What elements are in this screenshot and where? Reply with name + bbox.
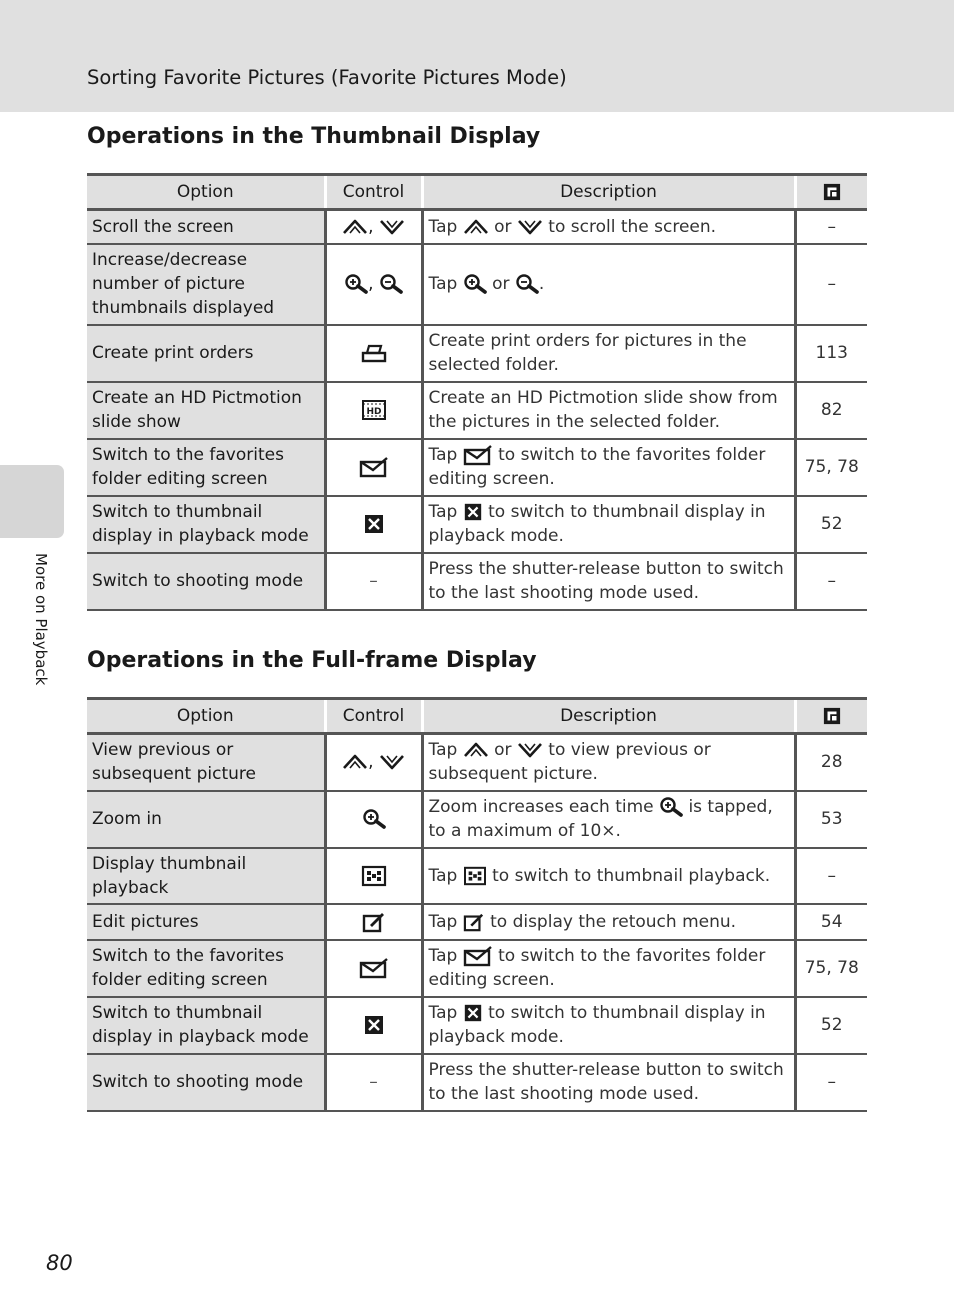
- description-text: to switch to thumbnail display in playback mode.: [428, 502, 766, 546]
- description-text: Tap: [428, 740, 458, 761]
- description-cell: [422, 496, 795, 553]
- description-text: Tap: [428, 502, 458, 522]
- description-text: or: [494, 740, 512, 761]
- scroll-down-icon: [517, 741, 543, 759]
- playback-switch-icon: [363, 513, 385, 535]
- control-cell: [325, 244, 422, 325]
- reference-cell: 75, 78: [795, 940, 867, 997]
- playback-switch-icon: [363, 1014, 385, 1036]
- description-text: to switch to the favorites folder editing screen.: [428, 445, 766, 489]
- table-row: [87, 553, 867, 610]
- option-cell: View previous or subsequent picture: [87, 734, 325, 791]
- scroll-down-icon: [379, 218, 405, 236]
- description-text: to switch to thumbnail display in playback mode.: [428, 1003, 766, 1047]
- control-cell: [325, 904, 422, 940]
- control-separator: ,: [368, 216, 374, 237]
- page-number: 80: [46, 1251, 73, 1275]
- scroll-down-icon: [517, 218, 543, 236]
- reference-cell: 53: [795, 791, 867, 848]
- reference-cell: –: [795, 210, 867, 244]
- edit-icon: [362, 911, 386, 933]
- option-cell: Switch to thumbnail display in playback mode: [87, 496, 325, 553]
- control-cell: –: [325, 1054, 422, 1111]
- side-section-label: More on Playback: [32, 553, 50, 686]
- scroll-up-icon: [342, 753, 368, 771]
- description-text: to switch to thumbnail playback.: [492, 865, 771, 886]
- column-header-control: Control: [325, 175, 422, 210]
- description-cell: [422, 940, 795, 997]
- playback-switch-icon: [463, 1003, 483, 1023]
- control-cell: [325, 848, 422, 904]
- favorites-folder-icon: [463, 945, 493, 967]
- control-cell: [325, 496, 422, 553]
- running-header: Sorting Favorite Pictures (Favorite Pictures Mode): [87, 66, 567, 89]
- option-cell: Create print orders: [87, 325, 325, 382]
- description-text: Tap: [428, 274, 458, 294]
- description-text: Zoom increases each time: [428, 797, 654, 817]
- column-header-control: Control: [325, 699, 422, 734]
- control-cell: [325, 210, 422, 244]
- control-cell: [325, 382, 422, 439]
- table-row: [87, 244, 867, 325]
- reference-page-icon: [823, 707, 841, 725]
- description-cell: [422, 791, 795, 848]
- description-text: or: [492, 274, 510, 294]
- control-cell: [325, 940, 422, 997]
- reference-cell: 52: [795, 997, 867, 1054]
- description-text: to scroll the screen.: [548, 216, 717, 237]
- description-cell: Press the shutter-release button to switch to the last shooting mode used.: [422, 1054, 795, 1111]
- header-band: [0, 0, 954, 112]
- description-cell: Create an HD Pictmotion slide show from the pictures in the selected folder.: [422, 382, 795, 439]
- table-header-row: [87, 699, 867, 734]
- control-cell: [325, 325, 422, 382]
- description-text: to display the retouch menu.: [490, 911, 737, 932]
- description-cell: [422, 904, 795, 940]
- table-row: [87, 496, 867, 553]
- zoom-in-icon: [463, 274, 487, 294]
- zoom-in-icon: [362, 809, 386, 829]
- control-cell: [325, 997, 422, 1054]
- scroll-up-icon: [463, 218, 489, 236]
- description-cell: Press the shutter-release button to switch to the last shooting mode used.: [422, 553, 795, 610]
- control-cell: [325, 439, 422, 496]
- description-text: to view previous or subsequent picture.: [428, 740, 711, 785]
- table-row: [87, 734, 867, 791]
- description-cell: [422, 848, 795, 904]
- reference-cell: –: [795, 244, 867, 325]
- thumbnail-icon: [463, 866, 487, 886]
- zoom-in-icon: [659, 797, 683, 817]
- column-header-reference: [795, 699, 867, 734]
- print-order-icon: [361, 342, 387, 364]
- column-header-option: Option: [87, 175, 325, 210]
- table-row: [87, 325, 867, 382]
- reference-cell: 28: [795, 734, 867, 791]
- description-cell: [422, 997, 795, 1054]
- scroll-down-icon: [379, 753, 405, 771]
- column-header-reference: [795, 175, 867, 210]
- table-row: [87, 382, 867, 439]
- option-cell: Display thumbnail playback: [87, 848, 325, 904]
- description-cell: [422, 210, 795, 244]
- description-cell: [422, 244, 795, 325]
- option-cell: Increase/decrease number of picture thumbnails displayed: [87, 244, 325, 325]
- reference-cell: 113: [795, 325, 867, 382]
- description-text: Tap: [428, 911, 458, 932]
- description-text: .: [538, 274, 545, 294]
- description-text: Tap: [428, 445, 458, 465]
- section-title-thumbnail: Operations in the Thumbnail Display: [87, 124, 541, 149]
- option-cell: Scroll the screen: [87, 210, 325, 244]
- favorites-folder-icon: [359, 456, 389, 478]
- edit-icon: [463, 912, 485, 932]
- option-cell: Switch to the favorites folder editing screen: [87, 439, 325, 496]
- option-cell: Create an HD Pictmotion slide show: [87, 382, 325, 439]
- option-cell: Switch to shooting mode: [87, 1054, 325, 1111]
- reference-cell: 75, 78: [795, 439, 867, 496]
- hd-pictmotion-icon: [361, 399, 387, 421]
- table-header-row: [87, 175, 867, 210]
- column-header-description: Description: [422, 175, 795, 210]
- section-title-fullframe: Operations in the Full-frame Display: [87, 648, 537, 673]
- description-text: or: [494, 216, 512, 237]
- reference-cell: 82: [795, 382, 867, 439]
- table-row: [87, 904, 867, 940]
- favorites-folder-icon: [359, 957, 389, 979]
- column-header-description: Description: [422, 699, 795, 734]
- option-cell: Switch to shooting mode: [87, 553, 325, 610]
- reference-cell: 54: [795, 904, 867, 940]
- description-text: to switch to the favorites folder editing screen.: [428, 946, 766, 990]
- table-row: [87, 848, 867, 904]
- reference-page-icon: [823, 183, 841, 201]
- thumbnail-operations-table: [87, 173, 867, 611]
- favorites-folder-icon: [463, 444, 493, 466]
- control-cell: –: [325, 553, 422, 610]
- table-row: [87, 1054, 867, 1111]
- table-row: [87, 210, 867, 244]
- playback-switch-icon: [463, 502, 483, 522]
- description-cell: Create print orders for pictures in the selected folder.: [422, 325, 795, 382]
- option-cell: Zoom in: [87, 791, 325, 848]
- reference-cell: –: [795, 1054, 867, 1111]
- reference-cell: –: [795, 848, 867, 904]
- description-cell: [422, 439, 795, 496]
- table-row: [87, 439, 867, 496]
- side-section-tab: [0, 465, 64, 538]
- zoom-in-icon: [344, 274, 368, 294]
- scroll-up-icon: [463, 741, 489, 759]
- description-text: Tap: [428, 1003, 458, 1023]
- table-row: [87, 940, 867, 997]
- reference-cell: –: [795, 553, 867, 610]
- table-row: [87, 791, 867, 848]
- control-cell: [325, 791, 422, 848]
- control-separator: ,: [368, 752, 374, 773]
- option-cell: Edit pictures: [87, 904, 325, 940]
- control-separator: ,: [368, 274, 374, 294]
- zoom-out-icon: [379, 274, 403, 294]
- column-header-option: Option: [87, 699, 325, 734]
- description-text: Tap: [428, 946, 458, 966]
- control-cell: [325, 734, 422, 791]
- description-text: is tapped, to a maximum of 10×.: [428, 797, 773, 841]
- fullframe-operations-table: [87, 697, 867, 1112]
- reference-cell: 52: [795, 496, 867, 553]
- scroll-up-icon: [342, 218, 368, 236]
- zoom-out-icon: [515, 274, 539, 294]
- description-text: Tap: [428, 216, 458, 237]
- description-cell: [422, 734, 795, 791]
- table-row: [87, 997, 867, 1054]
- thumbnail-icon: [361, 865, 387, 887]
- option-cell: Switch to the favorites folder editing screen: [87, 940, 325, 997]
- description-text: Tap: [428, 865, 458, 886]
- option-cell: Switch to thumbnail display in playback mode: [87, 997, 325, 1054]
